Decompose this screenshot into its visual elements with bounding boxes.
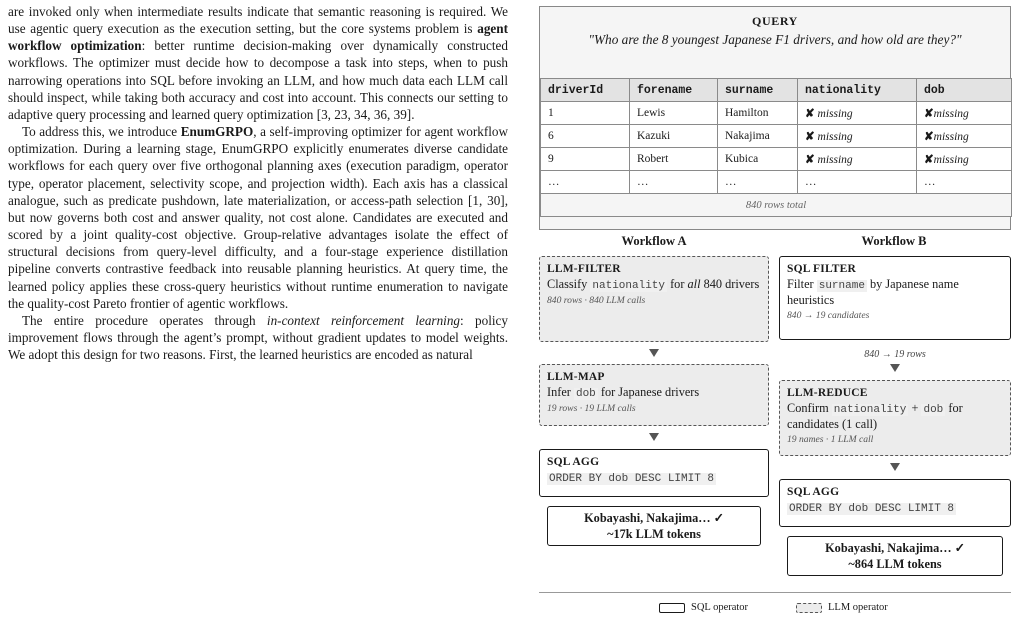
operator-description	[547, 470, 761, 487]
figure	[539, 0, 1015, 643]
column-name: dob	[575, 387, 596, 400]
text-run: : policy improvement flows through the agent’s prompt, without gradient updates to model weights. We adopt this design for two reasons. First, the learned heuristics are encoded as natural	[8, 312, 508, 363]
legend-label: SQL operator	[691, 602, 749, 613]
table-row	[541, 102, 1012, 125]
operator-cost: 840 rows · 840 LLM calls	[547, 295, 646, 306]
result-answer: Kobayashi, Nakajima… ✓	[584, 511, 724, 525]
table-cell-missing	[798, 125, 917, 148]
sql-clause: ORDER BY dob DESC LIMIT 8	[549, 472, 715, 485]
text-run: are invoked only when intermediate results indicate that semantic reasoning is required. We use agentic query execution as the execution setting, but the core systems problem is	[8, 4, 508, 37]
missing-label: missing	[933, 131, 969, 143]
text-run: for candidates (1 call)	[787, 400, 963, 431]
sql-clause: ORDER BY dob DESC LIMIT 8	[789, 502, 955, 515]
operator-cost: 840 → 19 candidates	[787, 309, 870, 321]
column-name: nationality	[592, 279, 666, 292]
operator-title: SQL FILTER	[787, 263, 857, 275]
emphasis: all	[687, 276, 701, 291]
table-total-row	[541, 194, 1012, 217]
arrow-down-icon	[649, 349, 659, 357]
text-run: 840 drivers	[700, 276, 760, 291]
arrow-down-icon	[890, 364, 900, 372]
x-mark-icon: ✘	[805, 108, 815, 120]
text-run: Classify	[547, 276, 591, 291]
arrow-down-icon	[649, 433, 659, 441]
workflow-b-llm-reduce	[779, 380, 1011, 456]
table-cell-missing	[798, 102, 917, 125]
operator-description	[787, 277, 1003, 308]
legend-divider	[539, 592, 1011, 593]
operator-description	[787, 401, 1003, 432]
table-cell: Kubica	[718, 148, 798, 171]
workflow-a-sql-agg	[539, 449, 769, 497]
text-run: by Japanese name heuristics	[787, 276, 959, 307]
legend-label: LLM operator	[828, 602, 888, 613]
operator-title: LLM-FILTER	[547, 263, 621, 275]
workflow-a-result	[547, 506, 761, 546]
italic-term: in-context reinforcement learning	[266, 312, 461, 328]
sql-operator-swatch	[659, 603, 685, 613]
table-cell: 1	[541, 102, 630, 125]
operator-cost: 19 names · 1 LLM call	[787, 433, 874, 445]
table-cell: …	[630, 171, 718, 194]
table-row	[541, 171, 1012, 194]
text-run: for Japanese drivers	[597, 384, 700, 399]
column-header: forename	[630, 79, 718, 102]
operator-description	[787, 500, 1003, 517]
table-cell: …	[718, 171, 798, 194]
body-text-column	[8, 3, 508, 363]
text-run: Confirm	[787, 400, 832, 415]
x-mark-icon: ✘	[924, 154, 934, 166]
row-count: 840 rows total	[541, 194, 1012, 217]
x-mark-icon: ✘	[924, 108, 934, 120]
text-run: Infer	[547, 384, 574, 399]
x-mark-icon: ✘	[805, 131, 815, 143]
text-run: To address this, we introduce	[22, 124, 181, 140]
paragraph-enumgrpo	[8, 123, 508, 312]
operator-title: SQL AGG	[547, 456, 600, 468]
operator-description	[547, 277, 761, 294]
table-cell-missing	[917, 148, 1012, 171]
text-run: for	[667, 276, 688, 291]
table-cell: Robert	[630, 148, 718, 171]
table-row	[541, 125, 1012, 148]
column-header: dob	[917, 79, 1012, 102]
legend-sql	[659, 602, 748, 613]
table-header-row	[541, 79, 1012, 102]
workflow-b-header: Workflow B	[861, 234, 927, 248]
missing-label: missing	[817, 108, 853, 120]
table-cell: …	[798, 171, 917, 194]
legend-llm	[796, 602, 888, 613]
result-answer: Kobayashi, Nakajima… ✓	[825, 541, 965, 555]
x-mark-icon: ✘	[924, 131, 934, 143]
text-run: Filter	[787, 276, 817, 291]
bold-term: EnumGRPO	[180, 124, 254, 140]
text-run: , a self-improving optimizer for agent workflow optimization. During a learning stage, EnumGRPO explicitly enumerates diverse candidate workflows for each query over five orthogonal planning axes (execution paradigm, operator type, operator placement, selectivity scope, and projection width). Each axis has a classical analogue, such as predicate pushdown, late materialization, or access-path selection [1, 30], but now governs both cost and answer quality, not cost alone. Candidates are executed and scored by a joint quality-cost objective. Group-relative advantages isolate the effect of structural decisions from query-level difficulty, and a four-stage experience distillation pipeline converts contrastive feedback into reusable planning heuristics. At query time, the learned policy applies these cross-query heuristics without runtime enumeration to navigate the quality-cost Pareto frontier of agentic workflows.	[8, 124, 508, 311]
flow-note: 840 → 19 rows	[864, 349, 926, 360]
workflow-b-result	[787, 536, 1003, 576]
table-cell: 9	[541, 148, 630, 171]
table-cell-missing	[798, 148, 917, 171]
operator-title: SQL AGG	[787, 486, 840, 498]
table-row	[541, 148, 1012, 171]
query-text: "Who are the 8 youngest Japanese F1 drivers, and how old are they?"	[588, 32, 962, 47]
bold-term: agent workflow optimization	[8, 21, 508, 54]
table-cell-missing	[917, 102, 1012, 125]
text-run: The entire procedure operates through	[22, 312, 267, 328]
column-name: dob	[923, 403, 944, 416]
paragraph-in-context-rl	[8, 312, 508, 363]
operator-cost: 19 rows · 19 LLM calls	[547, 403, 636, 414]
result-token-cost: ~864 LLM tokens	[848, 557, 942, 571]
missing-label: missing	[933, 108, 969, 120]
query-panel	[539, 6, 1011, 230]
missing-label: missing	[933, 154, 969, 166]
paragraph-workflow-optimization	[8, 3, 508, 123]
column-header: nationality	[798, 79, 917, 102]
workflow-b-sql-filter	[779, 256, 1011, 340]
operator-description	[547, 385, 761, 402]
table-cell: Kazuki	[630, 125, 718, 148]
text-run: : better runtime decision-making over dynamically constructed workflows. The optimizer must decide how to decompose a task into steps, when to push narrowing operations into SQL before invoking an LLM, and how much data each LLM call should inspect, while taking both accuracy and cost into account. This connects our setting to adaptive query processing and learned query optimization [3, 23, 34, 36, 39].	[8, 38, 508, 122]
text-run: +	[908, 400, 922, 415]
workflow-a-header: Workflow A	[621, 234, 687, 248]
operator-title: LLM-REDUCE	[787, 387, 868, 399]
table-cell-missing	[917, 125, 1012, 148]
column-header: surname	[718, 79, 798, 102]
llm-operator-swatch	[796, 603, 822, 613]
workflow-a-llm-filter	[539, 256, 769, 342]
missing-label: missing	[817, 154, 853, 166]
table-cell: Nakajima	[718, 125, 798, 148]
missing-label: missing	[817, 131, 853, 143]
query-title: QUERY	[752, 14, 798, 28]
operator-title: LLM-MAP	[547, 371, 605, 383]
result-token-cost: ~17k LLM tokens	[607, 527, 701, 541]
table-cell: Lewis	[630, 102, 718, 125]
column-name: nationality	[833, 403, 907, 416]
column-header: driverId	[541, 79, 630, 102]
table-cell: 6	[541, 125, 630, 148]
drivers-table	[540, 78, 1012, 217]
workflow-b-sql-agg	[779, 479, 1011, 527]
table-cell: …	[917, 171, 1012, 194]
arrow-down-icon	[890, 463, 900, 471]
x-mark-icon: ✘	[805, 154, 815, 166]
table-cell: …	[541, 171, 630, 194]
column-name: surname	[818, 279, 865, 292]
workflow-a-llm-map	[539, 364, 769, 426]
table-cell: Hamilton	[718, 102, 798, 125]
